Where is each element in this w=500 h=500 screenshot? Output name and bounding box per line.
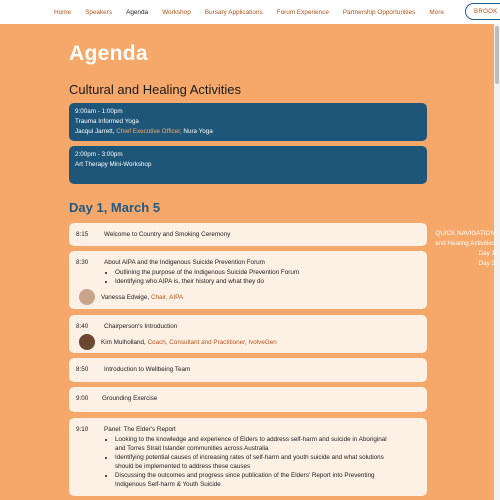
session-bullets <box>115 435 387 489</box>
speaker-org: AIPA <box>169 293 184 301</box>
quick-navigation <box>427 229 495 269</box>
bullet-item: • Outlining the purpose of the Indigenous Suicide Prevention Forum <box>115 268 299 277</box>
avatar <box>79 334 95 350</box>
session-title: Grounding Exercise <box>102 395 158 402</box>
bullet-item-continued: and Torres Strait Islander communities across Australia <box>115 445 269 452</box>
quick-nav-item[interactable]: Day 2 <box>478 260 495 267</box>
top-navigation <box>0 0 500 24</box>
bullet-item: • Looking to the knowledge and experience of Elders to address self-harm and suicide in Aboriginal <box>115 435 387 444</box>
session-time: 8:50 <box>76 366 89 373</box>
activity-time: 9:00am - 1:00pm <box>75 108 123 115</box>
speaker-name: Kim Mulholland, <box>101 338 146 346</box>
activity-card-yoga[interactable] <box>69 103 427 141</box>
session-time: 9:10 <box>76 426 89 433</box>
session-card[interactable] <box>69 418 427 496</box>
quick-nav-item[interactable]: and Healing Activities <box>435 240 495 247</box>
activity-time: 2:00pm - 3:00pm <box>75 151 123 158</box>
nav-bursary-applications[interactable]: Bursary Applications <box>204 8 263 16</box>
session-card[interactable] <box>69 358 427 382</box>
quick-nav-item[interactable]: Day 1 <box>478 250 495 257</box>
avatar <box>79 289 95 305</box>
session-bullets <box>115 268 299 286</box>
session-speaker <box>79 334 277 350</box>
quick-navigation-title: QUICK NAVIGATION <box>435 230 495 237</box>
session-card[interactable] <box>69 315 427 353</box>
speaker-name: Jacqui Jarrett, <box>75 128 115 135</box>
session-title: Chairperson's Introduction <box>104 323 178 330</box>
session-time: 8:30 <box>76 259 89 266</box>
activity-title: Art Therapy Mini-Workshop <box>75 161 152 168</box>
session-card[interactable] <box>69 387 427 412</box>
day1-heading: Day 1, March 5 <box>69 200 161 215</box>
speaker-org: Nura Yoga <box>183 128 213 135</box>
nav-speakers[interactable]: Speakers <box>85 8 113 16</box>
session-title: Panel: The Elder's Report <box>104 426 176 433</box>
speaker-role: Coach, Consultant and Practitioner, <box>147 338 247 346</box>
speaker-org: IvolveGen <box>248 338 277 346</box>
bullet-item: • Discussing the outcomes and progress since publication of the Elders' Report into Preventing <box>115 471 387 480</box>
scrollbar-thumb[interactable] <box>495 26 499 84</box>
session-time: 8:15 <box>76 231 89 238</box>
bullet-item: • Identifying potential causes of increasing rates of self-harm and youth suicide and what solutions <box>115 453 387 462</box>
cultural-heading: Cultural and Healing Activities <box>69 82 241 97</box>
session-time: 8:40 <box>76 323 89 330</box>
speaker-name: Vanessa Edwige, <box>101 293 150 301</box>
page-title: Agenda <box>69 42 148 65</box>
bullet-item-continued: Indigenous Self-harm & Youth Suicide <box>115 481 221 488</box>
speaker-role: Chief Executive Officer, <box>116 128 182 135</box>
activity-title: Trauma Informed Yoga <box>75 118 139 125</box>
activity-speaker <box>75 127 421 137</box>
session-card[interactable] <box>69 251 427 309</box>
nav-agenda[interactable]: Agenda <box>126 8 149 16</box>
nav-workshop[interactable]: Workshop <box>162 8 191 16</box>
bullet-item: • Identifying who AIPA is, their history and what they do <box>115 277 299 286</box>
book-button[interactable]: BROOK <box>465 3 500 20</box>
session-title: Welcome to Country and Smoking Ceremony <box>104 231 231 238</box>
nav-home[interactable]: Home <box>54 8 72 16</box>
session-title: Introduction to Wellbeing Team <box>104 366 191 373</box>
activity-card-art-therapy[interactable] <box>69 146 427 184</box>
nav-forum-experience[interactable]: Forum Experience <box>276 8 329 16</box>
speaker-role: Chair, <box>150 293 168 301</box>
session-title: About AIPA and the Indigenous Suicide Prevention Forum <box>104 259 265 266</box>
bullet-item-continued: should be implemented to address these causes <box>115 463 251 470</box>
nav-partnership-opportunities[interactable]: Partnership Opportunities <box>342 8 416 16</box>
session-card[interactable] <box>69 223 427 246</box>
session-speaker <box>79 289 183 305</box>
nav-more[interactable]: More <box>429 8 444 16</box>
session-time: 9:00 <box>76 395 89 402</box>
